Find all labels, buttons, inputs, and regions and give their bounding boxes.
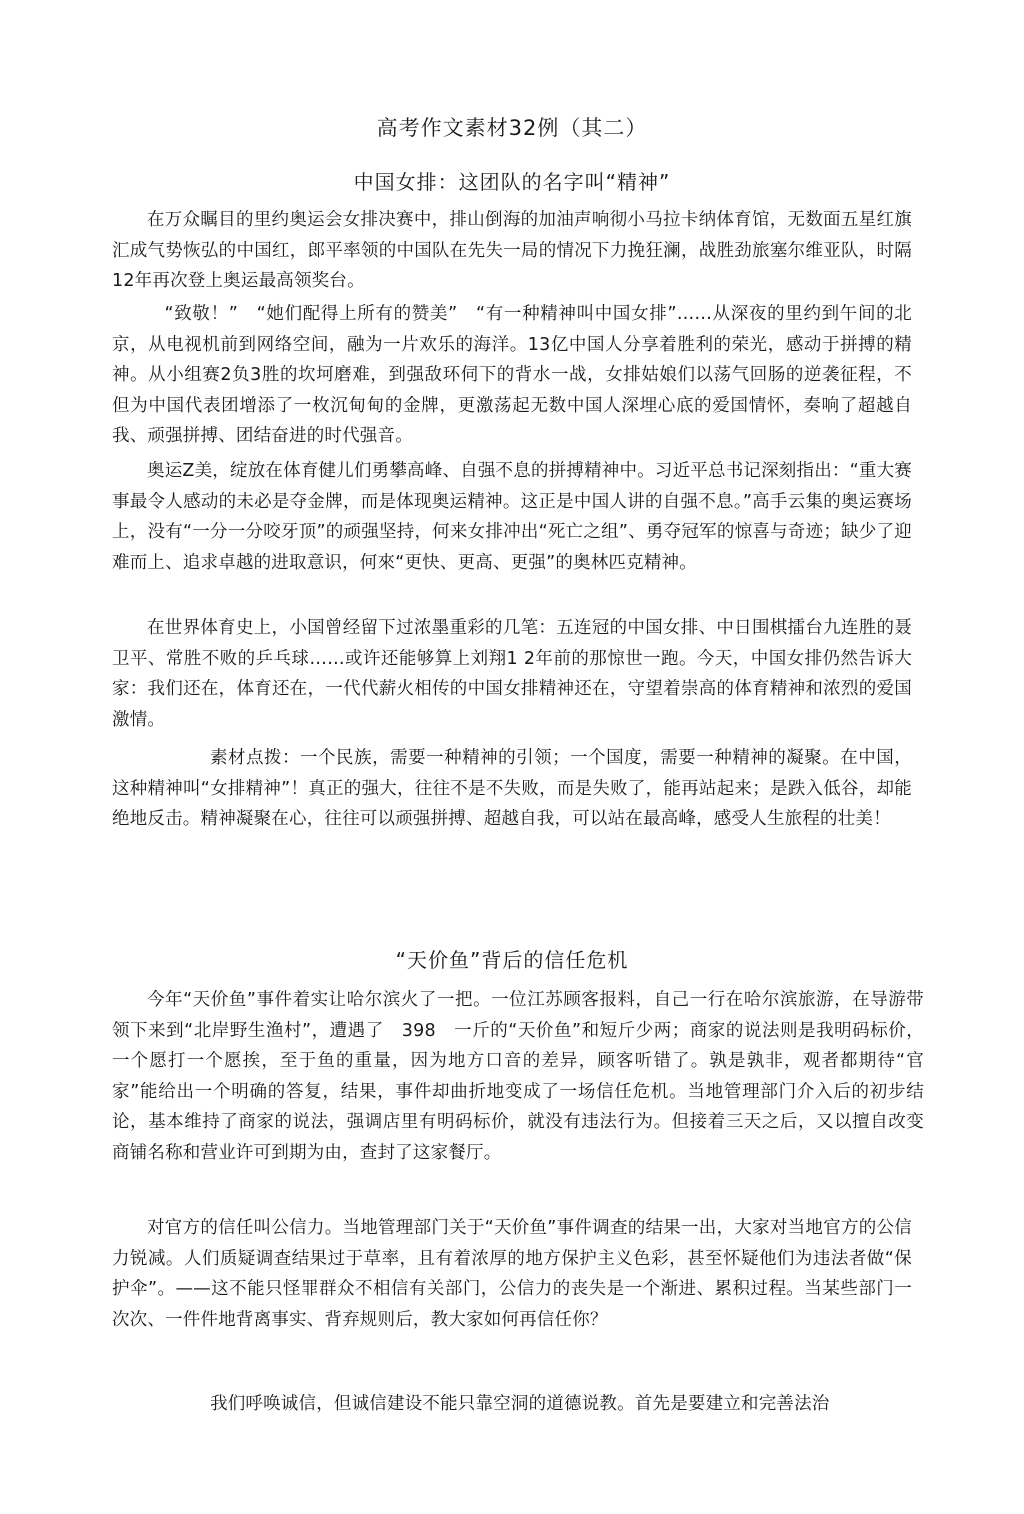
section-heading-fish: “天价鱼”背后的信任危机 <box>395 948 629 972</box>
paragraph: 奥运Z美，绽放在体育健儿们勇攀高峰、自强不息的拼搏精神中。习近平总书记深刻指出：“重大赛事最令人感动的未必是夺金牌，而是体现奥运精神。这正是中国人讲的自强不息。”高手云集的奥运赛场上，没有“一分一分咬牙顶”的顽强坚持，何来女排冲出“死亡之组”、勇夺冠军的惊喜与奇迹；缺少了迎难而上、追求卓越的进取意识，何來“更快、更高、更强”的奥林匹克精神。 <box>112 461 912 573</box>
paragraph: “致敬！” “她们配得上所有的赞美” “有一种精神叫中国女排”……从深夜的里约到午间的北京，从电视机前到网络空间，融为一片欢乐的海洋。13亿中国人分享着胜利的荣光，感动于拼搏的精神。从小组赛2负3胜的坎坷磨难，到强敌环伺下的背水一战，女排姑娘们以荡气回肠的逆袭征程，不但为中国代表团增添了一枚沉甸甸的金牌，更激荡起无数中国人深埋心底的爱国情怀，奏响了超越自我、顽强拼搏、团结奋进的时代强音。 <box>112 304 912 447</box>
section-heading-volleyball: 中国女排：这团队的名字叫“精神” <box>353 170 671 194</box>
paragraph: 在世界体育史上，小国曾经留下过浓墨重彩的几笔：五连冠的中国女排、中日围棋擂台九连胜的聂卫平、常胜不败的乒乓球……或许还能够算上刘翔1 2年前的那惊世一跑。今天，中国女排仍然告诉大家：我们还在，体育还在，一代代薪火相传的中国女排精神还在，守望着崇高的体育精神和浓烈的爱国激情。 <box>112 618 912 730</box>
paragraph: 今年“天价鱼”事件着实让哈尔滨火了一把。一位江苏顾客报料，自己一行在哈尔滨旅游，在导游带领下来到“北岸野生渔村”，遭遇了 398 一斤的“天价鱼”和短斤少两；商家的说法则是我明码标价，一个愿打一个愿挨，至于鱼的重量，因为地方口音的差异，顾客听错了。孰是孰非，观者都期待“官家”能给出一个明确的答复，结果，事件却曲折地变成了一场信任危机。当地管理部门介入后的初步结论，基本维持了商家的说法，强调店里有明码标价，就没有违法行为。但接着三天之后，又以擅自改变商铺名称和营业许可到期为由，查封了这家餐厅。 <box>112 990 924 1163</box>
paragraph: 对官方的信任叫公信力。当地管理部门关于“天价鱼”事件调查的结果一出，大家对当地官方的公信力锐减。人们质疑调查结果过于草率，且有着浓厚的地方保护主义色彩，甚至怀疑他们为违法者做“保护伞”。——这不能只怪罪群众不相信有关部门，公信力的丧失是一个渐进、累积过程。当某些部门一次次、一件件地背离事实、背弃规则后，教大家如何再信任你？ <box>112 1218 912 1330</box>
paragraph: 在万众瞩目的里约奥运会女排决赛中，排山倒海的加油声响彻小马拉卡纳体育馆，无数面五星红旗汇成气势恢弘的中国红，郎平率领的中国队在先失一局的情况下力挽狂澜，战胜劲旅塞尔维亚队，时隔12年再次登上奥运最高领奖台。 <box>112 210 912 292</box>
paragraph: 我们呼唤诚信，但诚信建设不能只靠空洞的道德说教。首先是要建立和完善法治 <box>210 1394 830 1414</box>
paragraph-tip: 素材点拨：一个民族，需要一种精神的引领；一个国度，需要一种精神的凝聚。在中国，这种精神叫“女排精神”！真正的强大，往往不是不失败，而是失败了，能再站起来；是跌入低谷，却能绝地反击。精神凝聚在心，往往可以顽强拼搏、超越自我，可以站在最高峰，感受人生旅程的壮美！ <box>112 748 912 830</box>
document-title: 高考作文素材32例（其二） <box>376 116 648 140</box>
